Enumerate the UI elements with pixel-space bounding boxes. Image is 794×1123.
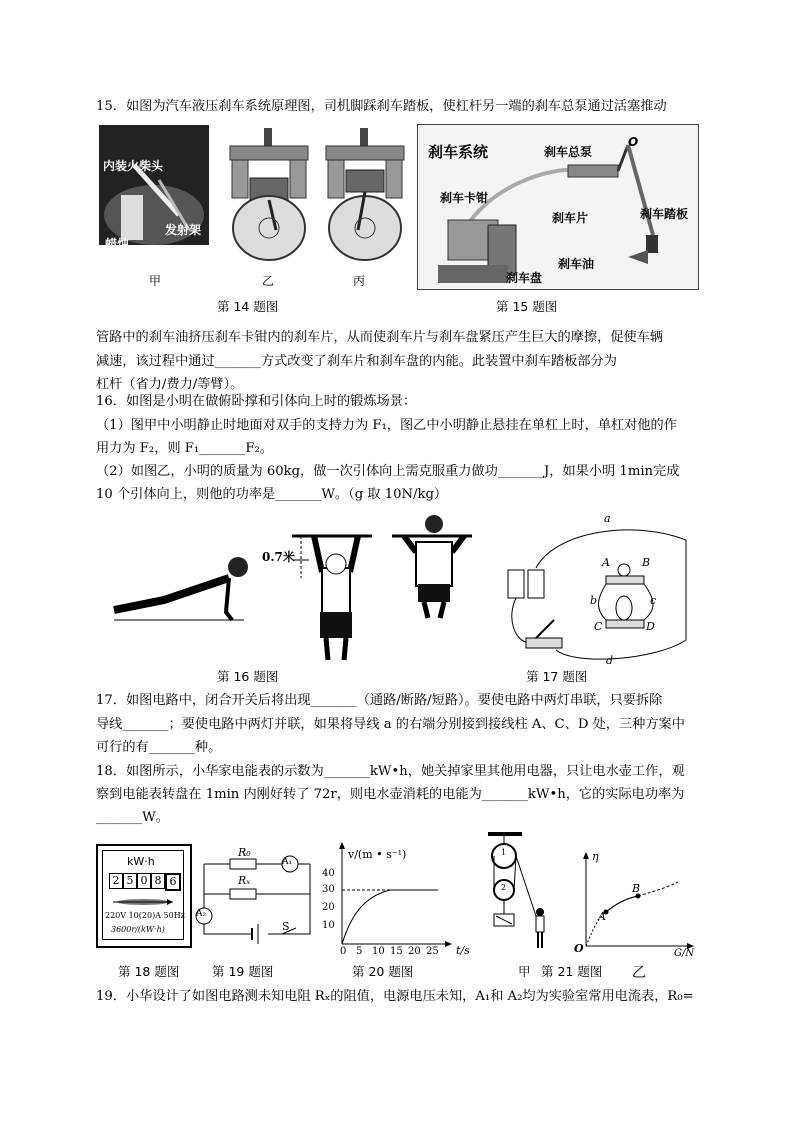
q15-line1: 15．如图为汽车液压刹车系统原理图，司机脚踩刹车踏板，使杠杆另一端的刹车总泵通过活塞推动 (96, 99, 667, 114)
fig18-digit: 5 (123, 873, 137, 889)
q17-line2: 导线_______；要使电路中两灯并联，如果将导线 a 的右端分别接到接线柱 A、C、D 处，三种方案中 (96, 717, 685, 732)
fig21-eta: η (592, 850, 599, 863)
fig19-label-rx: Rₓ (238, 874, 251, 887)
fig20-xtick: 20 (408, 946, 421, 957)
fig18-caption: 第 18 题图 (118, 964, 180, 979)
fig14-label-head: 内装火柴头 (103, 159, 164, 173)
q16-line2: （1）图甲中小明静止时地面对双手的支持力为 F₁，图乙中小明静止悬挂在单杠上时，单杠对他的作 (96, 418, 677, 433)
q17-line3: 可行的有_______种。 (96, 740, 222, 755)
fig18-disc-icon (103, 895, 183, 909)
engine-bing-drawing (320, 128, 410, 264)
fig17-label-A: A (602, 556, 610, 569)
fig21-pulley (484, 832, 554, 958)
fig18-digit: 2 (109, 873, 123, 889)
fig21-wheel1: 1 (501, 848, 507, 857)
q18-line2: 察到电能表转盘在 1min 内刚好转了 72r，则电水壶消耗的电能为_______kW•h，它的实际电功率为 (96, 787, 685, 802)
fig14-engine-yi (224, 128, 314, 264)
fig19-label-a2: A₂ (196, 909, 207, 919)
fig19-label-s: S (282, 920, 290, 933)
fig19-circuit (190, 844, 316, 949)
fig17-label-a: a (604, 512, 611, 525)
fig15-label-caliper: 刹车卡钳 (440, 191, 489, 205)
fig21-efficiency-graph (566, 850, 696, 958)
fig15-label-oil: 刹车油 (558, 257, 595, 271)
fig18-digit: 8 (151, 873, 165, 889)
q18-line1: 18．如图所示，小华家电能表的示数为_______kW•h，她关掉家里其他用电器，只让电水壶工作，观 (96, 764, 685, 779)
q16-line3: 用力为 F₂，则 F₁_______F₂。 (96, 441, 273, 456)
fig17-label-C: C (594, 620, 603, 633)
fig21-pulley-drawing (484, 832, 554, 958)
fig19-label-r0: R₀ (238, 846, 251, 859)
fig15-label-pump: 刹车总泵 (544, 145, 593, 159)
fig18-rate: 3600r/(kW·h) (111, 925, 165, 934)
fig20-graph (318, 840, 476, 960)
fig21-origin: O (574, 942, 584, 955)
q15-line4: 杠杆（省力/费力/等臂）。 (96, 377, 244, 392)
fig20-xtick: 0 (340, 946, 347, 957)
fig16-drawing (104, 512, 474, 664)
fig15-title: 刹车系统 (428, 143, 489, 161)
fig18-digits (109, 873, 181, 891)
fig20-ytick: 10 (322, 920, 335, 931)
fig19-caption: 第 19 题图 (212, 964, 274, 979)
fig20-xtick: 25 (426, 946, 439, 957)
fig20-xtick: 5 (356, 946, 363, 957)
fig14-photo-jia (99, 125, 209, 251)
fig21-yi: 乙 (632, 965, 646, 981)
fig15-caption: 第 15 题图 (496, 299, 558, 314)
fig17-label-D: D (646, 620, 655, 633)
fig21-pB: B (632, 882, 641, 895)
fig17-label-c: c (650, 594, 657, 607)
fig15-label-disc: 刹车盘 (506, 271, 543, 285)
fig14-label-jia: 甲 (149, 274, 162, 288)
fig17-circuit-drawing (496, 510, 696, 670)
fig20-ylabel: v/(m • s⁻¹) (348, 848, 407, 861)
fig17-label-B: B (642, 556, 651, 569)
fig14-caption: 第 14 题图 (217, 299, 279, 314)
fig19-label-a1: A₁ (282, 857, 293, 867)
q17-line1: 17．如图电路中，闭合开关后将出现_______（通路/断路/短路）。要使电路中两灯串联，只要拆除 (96, 693, 663, 708)
fig21-jia: 甲 (518, 964, 531, 979)
fig14-engine-bing (320, 128, 410, 264)
fig15-label-pedal: 刹车踏板 (640, 207, 689, 221)
fig17-label-b: b (590, 594, 598, 607)
fig20-caption: 第 20 题图 (352, 964, 414, 979)
fig20-ytick: 30 (322, 884, 335, 895)
fig20-ytick: 20 (322, 902, 335, 913)
q16-line1: 16．如图是小明在做俯卧撑和引体向上时的锻炼场景： (96, 394, 417, 409)
fig21-graph-drawing (566, 850, 696, 958)
fig21-wheel2: 2 (501, 883, 507, 892)
fig19-drawing (190, 844, 316, 949)
fig21-caption: 第 21 题图 (541, 964, 603, 979)
fig15-label-o: O (628, 135, 639, 149)
q19-line1: 19．小华设计了如图电路测未知电阻 Rₓ的阻值，电源电压未知，A₁和 A₂均为实验室常用电流表，R₀= (96, 989, 694, 1004)
fig18-spec: 220V 10(20)A 50Hz (105, 911, 185, 920)
engine-yi-drawing (224, 128, 314, 264)
fig20-xlabel: t/s (456, 944, 470, 957)
fig20-ytick: 40 (322, 868, 335, 879)
fig17-drawing (496, 510, 696, 670)
fig17-label-d: d (606, 654, 614, 667)
q16-line5: 10 个引体向上，则他的功率是_______W。（g 取 10N/kg） (96, 487, 448, 502)
fig14-label-candle: 蜡烛 (105, 237, 130, 251)
fig16-exercise-drawing (104, 512, 474, 664)
fig14-label-yi: 乙 (262, 274, 275, 288)
fig16-caption: 第 16 题图 (217, 669, 279, 684)
q15-line3: 减速，该过程中通过_______方式改变了刹车片和刹车盘的内能。此装置中刹车踏板部分为 (96, 354, 617, 369)
fig15-brake-diagram (417, 124, 699, 290)
q18-line3: _______W。 (96, 810, 169, 825)
fig18-digit: 6 (165, 873, 181, 891)
fig16-height-label: 0.7米 (262, 550, 295, 564)
fig17-caption: 第 17 题图 (526, 669, 588, 684)
fig18-meter (96, 844, 192, 948)
fig14-label-bing: 丙 (353, 274, 366, 288)
fig18-unit: kW·h (127, 855, 155, 868)
fig21-pA: A (598, 910, 606, 923)
q15-line2: 管路中的刹车油挤压刹车卡钳内的刹车片，从而使刹车片与刹车盘紧压产生巨大的摩擦，促使车辆 (96, 330, 664, 345)
fig21-gn: G/N (674, 948, 695, 959)
fig14-label-rack: 发射架 (165, 223, 202, 237)
fig18-digit: 0 (137, 873, 151, 889)
fig15-label-pad: 刹车片 (552, 211, 589, 225)
fig20-xtick: 15 (390, 946, 403, 957)
fig20-xtick: 10 (372, 946, 385, 957)
q16-line4: （2）如图乙，小明的质量为 60kg，做一次引体向上需克服重力做功_______J，如果小明 1min完成 (96, 464, 680, 479)
